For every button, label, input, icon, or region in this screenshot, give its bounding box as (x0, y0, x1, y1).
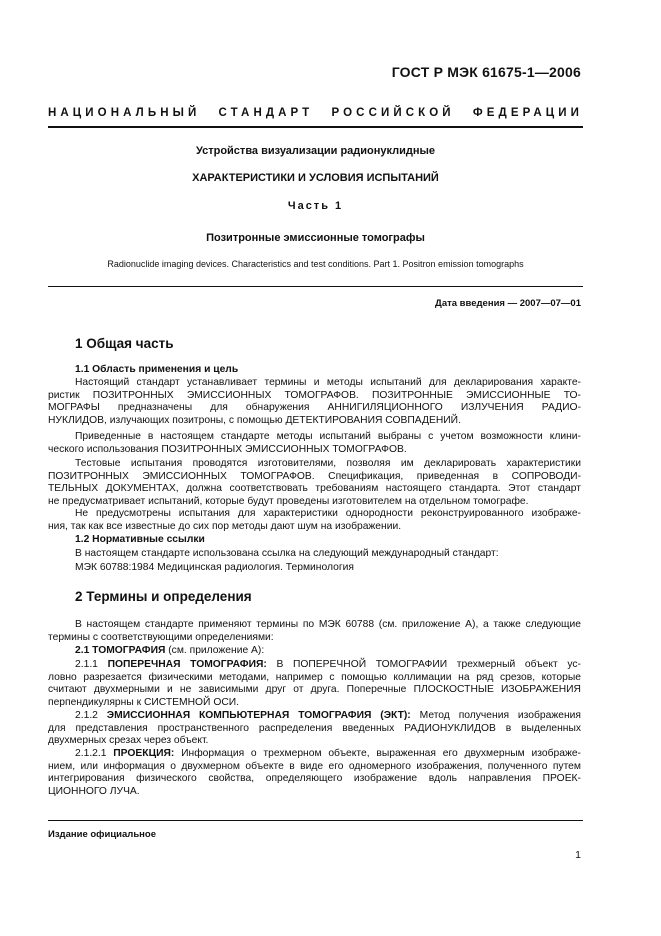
text-line: интегрирования физического свойства, определяющего изображение вдоль направления ПРОЕК- (48, 773, 581, 785)
header-rule (48, 126, 583, 128)
subsection-1-1-title (75, 364, 581, 377)
text-line: ристик ПОЗИТРОННЫХ ЭМИССИОННЫХ ТОМОГРАФОВ. ПОЗИТРОННЫЕ ЭМИССИОННЫЕ ТО- (48, 389, 581, 401)
term-2-1-2-first: Метод получения изображения (410, 710, 581, 721)
part-title: Часть 1 (287, 200, 344, 212)
text-line: ТЕЛЬНЫХ ДОКУМЕНТАХ, должна соответствовать требованиям настоящего стандарта. Этот стандарт (48, 483, 581, 495)
subsection-1-1-label: 1.1 Область применения и цель (75, 364, 239, 375)
main-title: ХАРАКТЕРИСТИКИ И УСЛОВИЯ ИСПЫТАНИЙ (192, 172, 439, 184)
page-number: 1 (575, 849, 581, 861)
text-line (48, 659, 581, 672)
section-2-heading: 2 Термины и определения (75, 589, 252, 604)
subtitle: Позитронные эмиссионные томографы (206, 232, 425, 244)
section-1-paragraph-3 (48, 458, 581, 508)
term-2-1-1-number: 2.1.1 (75, 659, 98, 670)
standard-code: ГОСТ Р МЭК 61675-1—2006 (391, 64, 581, 80)
text-line: Тестовые испытания проводятся изготовителями, позволяя им декларировать характеристики (75, 458, 581, 469)
text-line: для представления пространственного распределения введенных РАДИОНУКЛИДОВ в выделенных (48, 722, 581, 734)
text-line: ния, так как все известные до сих пор методы дают шум на изображении. (48, 520, 402, 532)
term-2-1-1-term: ПОПЕРЕЧНАЯ ТОМОГРАФИЯ: (107, 659, 267, 670)
text-line: Не предусмотрены испытания для характеристики однородности реконструированного изображе- (75, 508, 581, 519)
english-title: Radionuclide imaging devices. Characteristics and test conditions. Part 1. Positron emission tomographs (107, 259, 524, 269)
term-2-1-2-1-number: 2.1.2.1 (75, 748, 107, 759)
text-line: нием, или информация о двухмерном объекте в виде его одномерного изображения, полученного путем (48, 760, 581, 772)
term-2-1-2-1-term: ПРОЕКЦИЯ: (113, 748, 175, 759)
text-line (48, 748, 581, 761)
term-2-1-2-number: 2.1.2 (75, 710, 98, 721)
section-1-heading: 1 Общая часть (75, 336, 174, 351)
section-1-paragraph-5: В настоящем стандарте использована ссылка на следующий международный стандарт: (75, 548, 499, 559)
text-line: перпендикулярны к СИСТЕМНОЙ ОСИ. (48, 696, 240, 708)
text-line: ЦИОННОГО ЛУЧА. (48, 785, 140, 797)
national-standard-title: НАЦИОНАЛЬНЫЙ СТАНДАРТ РОССИЙСКОЙ ФЕДЕРАЦИИ (48, 107, 583, 119)
text-line: Настоящий стандарт устанавливает термины и методы испытаний для декларирования характе- (75, 377, 581, 388)
text-line: МОГРАФЫ предназначены для обнаружения АННИГИЛЯЦИОННОГО ИЗЛУЧЕНИЯ РАДИО- (48, 402, 581, 414)
term-2-1-2-term: ЭМИССИОННАЯ КОМПЬЮТЕРНАЯ ТОМОГРАФИЯ (ЭКТ): (106, 710, 411, 721)
text-line: термины с соответствующими определениями: (48, 631, 274, 643)
term-2-1-2-1-first: Информация о трехмерном объекте, выраженная его двухмерным изображе- (174, 748, 581, 759)
title-rule (48, 286, 583, 287)
term-2-1-2-1 (48, 748, 581, 798)
section-2-paragraph-1 (48, 619, 581, 644)
text-line: двухмерных срезах через объект. (48, 735, 209, 747)
text-line: ческого использования ПОЗИТРОННЫХ ЭМИССИОННЫХ ТОМОГРАФОВ. (48, 443, 407, 455)
term-2-1 (75, 645, 581, 658)
section-1-paragraph-4 (48, 508, 581, 533)
term-2-1-1 (48, 659, 581, 709)
text-line (48, 710, 581, 723)
subsection-1-2-label: 1.2 Нормативные ссылки (75, 534, 205, 545)
term-2-1-text: (см. приложение А): (165, 645, 265, 656)
text-line: ловно разрезается физическими методами, например с помощью коллимации на ряд срезов, которые (48, 671, 581, 683)
section-1-paragraph-2 (48, 431, 581, 456)
subsection-1-2-title (75, 534, 581, 547)
text-line: Приведенные в настоящем стандарте методы испытаний выбраны с учетом возможности клини- (75, 431, 581, 442)
device-title: Устройства визуализации радионуклидные (195, 145, 436, 157)
term-2-1-1-first: В ПОПЕРЕЧНОЙ ТОМОГРАФИИ трехмерный объект ус- (266, 659, 581, 670)
edition-label: Издание официальное (48, 829, 156, 840)
term-2-1-label: 2.1 ТОМОГРАФИЯ (75, 645, 166, 656)
section-1-paragraph-1 (48, 377, 581, 427)
introduction-date: Дата введения — 2007—07—01 (435, 298, 581, 309)
text-line: НУКЛИДОВ, излучающих позитроны, с помощью ДЕТЕКТИРОВАНИЯ СОВПАДЕНИЙ. (48, 414, 461, 426)
footer-rule (48, 820, 583, 821)
text-line: ПОЗИТРОННЫХ ЭМИССИОННЫХ ТОМОГРАФОВ. Спецификация, приведенная в СОПРОВОДИ- (48, 470, 581, 482)
text-line: считают двухмерными и не зависимыми друг от друга. Поперечные ПЛОСКОСТНЫЕ ИЗОБРАЖЕНИЯ (48, 684, 581, 696)
text-line: В настоящем стандарте применяют термины по МЭК 60788 (см. приложение А), а также следующие (75, 619, 581, 630)
text-line: не предусматривает испытаний, которые будут проведены изготовителем на отдельном томографе. (48, 495, 529, 507)
term-2-1-2 (48, 710, 581, 748)
section-1-paragraph-6: МЭК 60788:1984 Медицинская радиология. Терминология (75, 562, 354, 573)
